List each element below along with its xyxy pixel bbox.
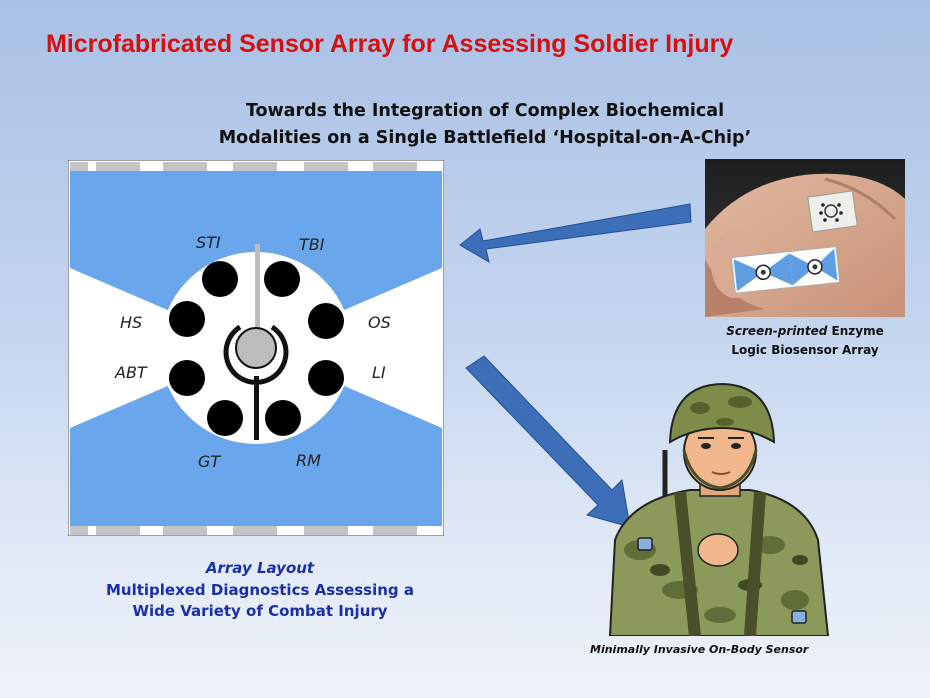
sensor-patch-left xyxy=(638,538,652,550)
soldier-illustration xyxy=(600,380,838,636)
subtitle-line-1: Towards the Integration of Complex Biochemical xyxy=(245,101,725,121)
array-caption-title: Array Layout xyxy=(205,559,315,577)
label-gt: GT xyxy=(198,452,221,471)
slide-title: Microfabricated Sensor Array for Assessing Soldier Injury xyxy=(46,30,734,58)
photo-caption-italic: Screen-printed xyxy=(726,324,828,338)
hand xyxy=(698,534,738,566)
label-os: OS xyxy=(368,313,391,332)
photo-caption-line-2: Logic Biosensor Array xyxy=(731,343,879,357)
array-caption-line-3: Wide Variety of Combat Injury xyxy=(132,602,388,620)
label-hs: HS xyxy=(120,313,143,332)
soldier-caption: Minimally Invasive On-Body Sensor xyxy=(590,643,809,656)
photo-caption-rest: Enzyme xyxy=(827,324,884,338)
subtitle-line-2: Modalities on a Single Battlefield ‘Hospital-on-A-Chip’ xyxy=(218,128,752,148)
label-li: LI xyxy=(372,363,386,382)
array-caption-line-2: Multiplexed Diagnostics Assessing a xyxy=(105,580,415,599)
label-abt: ABT xyxy=(115,363,147,382)
sensor-patch-right xyxy=(792,611,806,623)
arrow-photo-to-array xyxy=(460,204,691,262)
label-sti: STI xyxy=(196,233,221,252)
label-tbi: TBI xyxy=(299,235,325,254)
label-rm: RM xyxy=(296,451,321,470)
